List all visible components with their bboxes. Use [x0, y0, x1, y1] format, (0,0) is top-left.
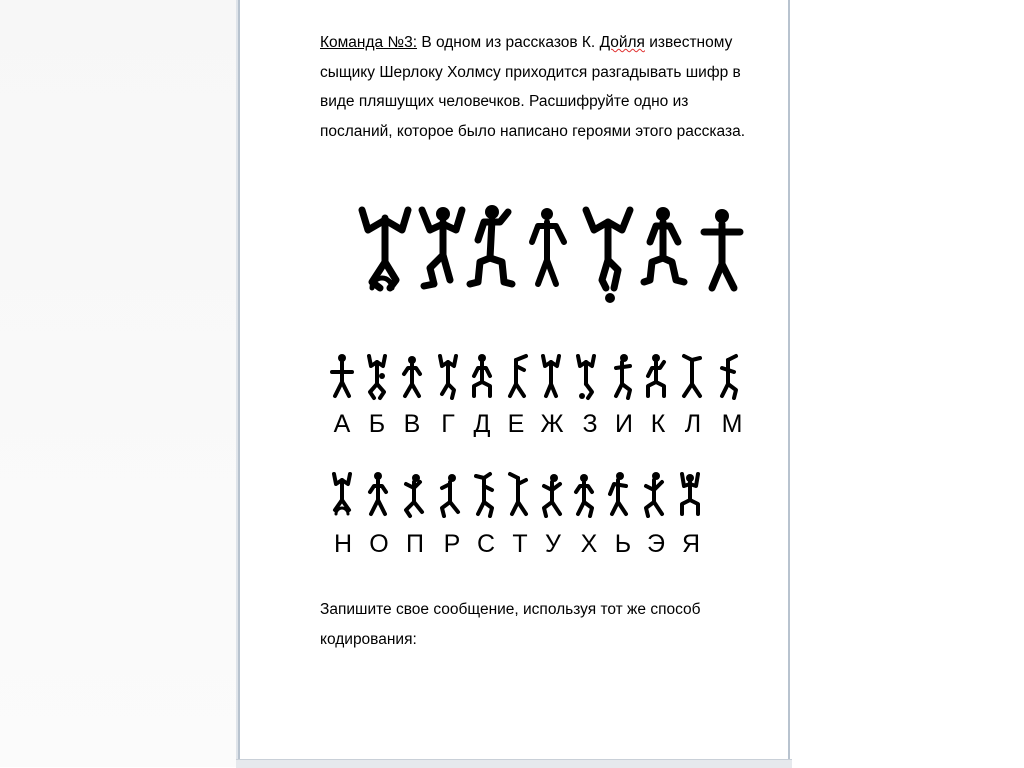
letter-u: У: [545, 530, 561, 558]
cipher-figure-l: [684, 356, 700, 396]
letter-g: Г: [441, 410, 455, 438]
task-description: [320, 28, 760, 146]
letter-e: Е: [507, 410, 525, 438]
cipher-figure-r: [442, 474, 458, 516]
cipher-figure-kh: [576, 474, 592, 516]
cipher-figure-zh: [543, 356, 559, 396]
cipher-figure-s: [476, 474, 492, 516]
cipher-figure-e-reverse: [646, 472, 662, 516]
author-name: Дойля: [599, 34, 645, 51]
cipher-key-figures-row-2: [326, 470, 726, 522]
cipher-figure-v: [404, 356, 420, 396]
message-figure-7: [704, 209, 740, 288]
intro-text-start: В одном из рассказов К.: [417, 34, 600, 51]
letter-o: О: [369, 530, 389, 558]
message-figure-3: [470, 205, 512, 284]
message-figure-1: [362, 210, 408, 288]
letter-a: А: [333, 410, 351, 438]
cipher-figure-m: [722, 356, 736, 398]
cipher-figure-i: [616, 354, 630, 398]
cipher-figure-soft-sign: [610, 472, 626, 514]
cipher-figure-z: [578, 356, 594, 399]
message-figure-2: [422, 207, 462, 286]
encoded-message: [350, 200, 750, 310]
letter-kh: Х: [580, 530, 598, 558]
cipher-figure-k: [648, 354, 664, 396]
cipher-figure-o: [370, 472, 386, 514]
letter-z: З: [582, 410, 598, 438]
message-figure-4: [532, 208, 564, 284]
cipher-figure-e: [510, 356, 526, 396]
letter-r: Р: [443, 530, 461, 558]
letter-n: Н: [333, 530, 353, 558]
right-margin-area: [790, 0, 1024, 767]
cipher-figure-u: [544, 474, 560, 516]
team-heading: Команда №3:: [320, 34, 418, 51]
task-instruction: Запишите свое сообщение, используя тот же способ кодирования:: [320, 601, 701, 648]
letter-s: С: [476, 530, 496, 558]
cipher-figure-p: [406, 474, 422, 516]
letter-soft-sign: Ь: [614, 530, 632, 558]
letter-k: К: [650, 410, 666, 438]
cipher-figure-g: [440, 356, 456, 398]
cipher-figure-b: [369, 356, 385, 398]
letter-l: Л: [684, 410, 702, 438]
cipher-figure-a: [332, 354, 352, 396]
letter-zh: Ж: [540, 410, 564, 438]
message-figure-6: [644, 207, 684, 282]
message-figure-5: [586, 210, 630, 303]
letter-d: Д: [473, 410, 491, 438]
letter-ya: Я: [681, 530, 701, 558]
left-margin-area: [0, 0, 236, 767]
letter-p: П: [406, 530, 424, 558]
letter-v: В: [403, 410, 421, 438]
cipher-figure-t: [510, 474, 526, 514]
letter-b: Б: [368, 410, 386, 438]
letter-t: Т: [512, 530, 528, 558]
intro-text-end: известному сыщику Шерлоку Холмсу приходится разгадывать шифр в виде пляшущих человечков. Расшифруйте одно из посланий, которое было написано героями этого рассказа.: [320, 34, 746, 140]
letter-i: И: [615, 410, 633, 438]
cipher-figure-d: [474, 354, 490, 396]
cipher-figure-ya: [682, 474, 698, 514]
cipher-figure-n: [334, 474, 350, 514]
cipher-key-figures-row-1: [326, 352, 756, 404]
letter-e-reverse: Э: [647, 530, 665, 558]
letter-m: М: [721, 410, 743, 438]
